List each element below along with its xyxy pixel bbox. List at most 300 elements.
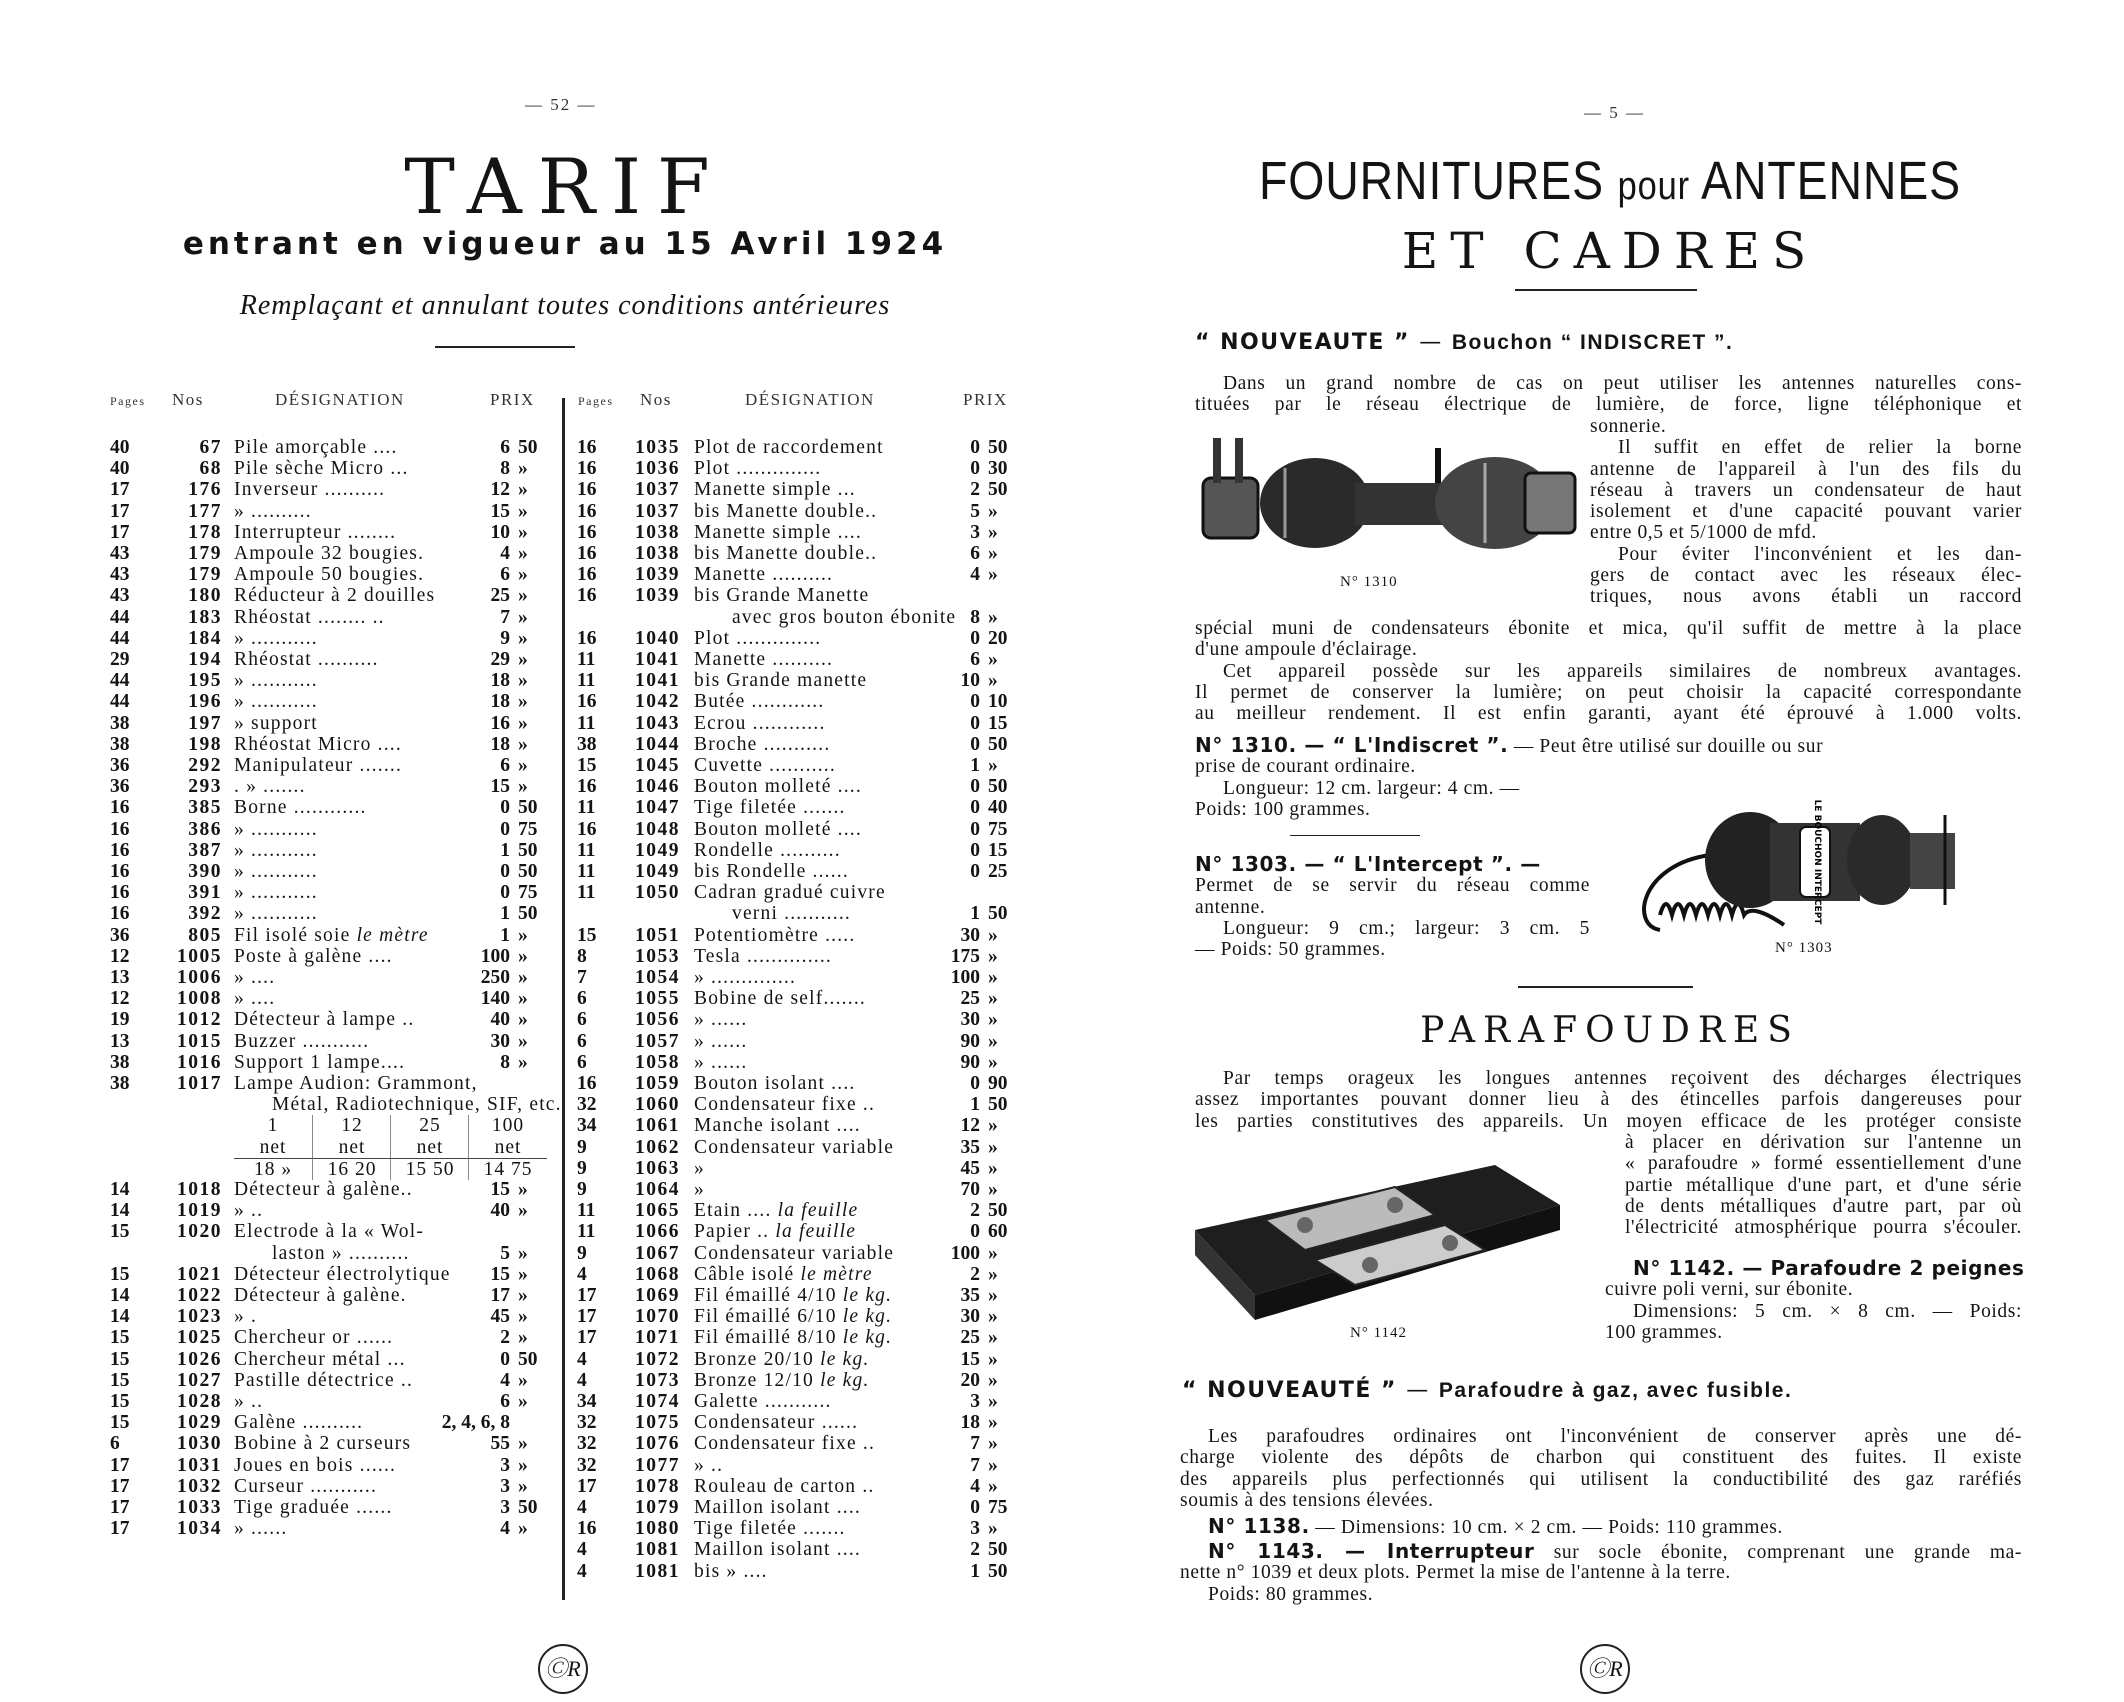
item-divider xyxy=(1290,835,1420,836)
item-number: 1058 xyxy=(635,1051,680,1073)
page-ref: 32 xyxy=(577,1454,597,1476)
designation: » .... xyxy=(234,988,276,1010)
item-1143-title: N° 1143. — Interrupteur xyxy=(1208,1539,1535,1563)
designation: » ........... xyxy=(234,818,318,840)
table-row xyxy=(0,713,1100,734)
item-number: 179 xyxy=(188,564,222,586)
item-number: 1038 xyxy=(635,521,680,543)
designation: Détecteur à galène.. xyxy=(234,1179,413,1200)
price-francs: 100 xyxy=(950,967,980,988)
section-divider xyxy=(1518,986,1693,988)
item-number: 1005 xyxy=(177,945,222,967)
price-francs: 0 xyxy=(970,839,980,861)
designation: » ........... xyxy=(234,903,318,925)
designation: » .. xyxy=(234,1200,264,1222)
table-row xyxy=(0,882,1100,903)
page-ref: 43 xyxy=(110,543,130,564)
price-francs: 30 xyxy=(960,1009,980,1031)
page-ref: 17 xyxy=(110,521,130,543)
image-caption-1142: N° 1142 xyxy=(1350,1325,1408,1341)
page-ref: 6 xyxy=(577,1030,587,1052)
price-centimes: » xyxy=(988,924,998,946)
item-number: 1051 xyxy=(635,924,680,946)
header-prix-right: PRIX xyxy=(963,390,1008,409)
designation: Manette simple ... xyxy=(694,479,856,501)
page-ref: 14 xyxy=(110,1200,130,1222)
price-francs: 16 xyxy=(490,712,510,734)
item-number: 1018 xyxy=(177,1179,222,1200)
text-line: partie métallique d'une part, et d'une série xyxy=(1625,1174,2022,1196)
lamp-price-cell-unit: net xyxy=(468,1137,547,1158)
page-ref: 15 xyxy=(577,924,597,946)
header-prix-left: PRIX xyxy=(490,390,535,409)
page-ref: 15 xyxy=(110,1327,130,1349)
page-ref: 16 xyxy=(110,861,130,882)
price-francs: 0 xyxy=(970,776,980,798)
page-number-right: — 5 — xyxy=(1584,103,1645,122)
text-line: Les parafoudres ordinaires ont l'inconvénient de conserver après une dé- xyxy=(1208,1426,2022,1447)
designation: Rhéostat ........ .. xyxy=(234,606,385,628)
item-number: 1037 xyxy=(635,479,680,501)
price-centimes: 40 xyxy=(988,797,1008,819)
item-1142 xyxy=(1605,1256,2025,1343)
price-centimes: 30 xyxy=(988,458,1008,480)
price-francs: 5 xyxy=(500,1242,510,1264)
item-number: 1081 xyxy=(635,1539,680,1561)
table-row xyxy=(0,1052,1100,1073)
designation: Tige filetée ....... xyxy=(694,797,846,819)
price-centimes: » xyxy=(518,1179,528,1200)
price-francs: 0 xyxy=(970,712,980,734)
item-number: 1066 xyxy=(635,1221,680,1243)
price-francs: 15 xyxy=(960,1348,980,1370)
price-centimes: » xyxy=(518,1518,528,1540)
lamp-price-cell-unit: net xyxy=(390,1137,469,1158)
item-number: 198 xyxy=(188,733,222,755)
designation: Bronze 20/10 le kg. xyxy=(694,1348,870,1370)
price-francs: 0 xyxy=(500,818,510,840)
designation: Manette .......... xyxy=(694,649,834,670)
paragraph-parafoudres xyxy=(1195,1068,2022,1132)
page-ref: 44 xyxy=(110,691,130,713)
page-ref: 17 xyxy=(577,1327,597,1349)
price-francs: 40 xyxy=(490,1200,510,1222)
designation: avec gros bouton ébonite xyxy=(732,606,957,628)
table-row xyxy=(0,903,1100,924)
designation: Détecteur électrolytique xyxy=(234,1263,451,1285)
text-line: tituées par le réseau électrique de lumière, de force, ligne téléphonique et xyxy=(1195,394,2022,416)
page-ref: 16 xyxy=(110,818,130,840)
item-1138 xyxy=(1180,1516,2022,1537)
nouveaute-heading-1 xyxy=(1195,330,1733,355)
table-row xyxy=(0,946,1100,967)
text-line: Il suffit en effet de relier la borne xyxy=(1618,437,2022,459)
price-francs: 2, 4, 6, 8 xyxy=(441,1412,510,1434)
designation: Tige graduée ...... xyxy=(234,1497,393,1518)
table-row xyxy=(0,1476,1100,1497)
text-line: Il permet de conserver la lumière; on peut choisir la capacité correspondante xyxy=(1195,681,2022,703)
designation: Rhéostat .......... xyxy=(234,649,379,670)
table-row xyxy=(0,522,1100,543)
item-number: 197 xyxy=(188,712,222,734)
item-number: 1069 xyxy=(635,1285,680,1306)
price-francs: 0 xyxy=(970,458,980,480)
page-ref: 11 xyxy=(577,797,596,819)
item-number: 195 xyxy=(188,670,222,692)
item-number: 387 xyxy=(188,839,222,861)
item-1138-text: — Dimensions: 10 cm. × 2 cm. — Poids: 110 grammes. xyxy=(1315,1517,1783,1538)
table-row xyxy=(0,1433,1100,1454)
price-francs: 0 xyxy=(500,1348,510,1370)
item-number: 1076 xyxy=(635,1433,680,1455)
designation: Bronze 12/10 le kg. xyxy=(694,1369,870,1391)
lamp-price-cell-price: 18 » xyxy=(234,1158,312,1180)
designation: Maillon isolant .... xyxy=(694,1539,861,1561)
page-ref: 36 xyxy=(110,755,130,776)
page-ref: 32 xyxy=(577,1094,597,1116)
price-francs: 175 xyxy=(950,945,980,967)
item-number: 292 xyxy=(188,755,222,776)
unit-note: le kg. xyxy=(842,1285,893,1306)
item-1303-title: N° 1303. — “ L'Intercept ”. — xyxy=(1195,852,1541,876)
table-row xyxy=(0,1158,1100,1179)
price-centimes: » xyxy=(518,1200,528,1222)
lamp-price-cell-unit: net xyxy=(259,1136,287,1158)
item-number: 1049 xyxy=(635,861,680,882)
item-1310-specs xyxy=(1195,778,1590,821)
text-line: à placer en dérivation sur l'antenne un xyxy=(1625,1132,2022,1153)
unit-note: le kg. xyxy=(842,1327,893,1349)
price-francs: 2 xyxy=(970,1200,980,1222)
item-number: 1054 xyxy=(635,967,680,988)
item-number: 1008 xyxy=(177,988,222,1010)
table-row xyxy=(0,1349,1100,1370)
designation: Rouleau de carton .. xyxy=(694,1475,875,1497)
price-centimes: » xyxy=(988,1030,998,1052)
item-1142-title-line xyxy=(1605,1256,2025,1280)
item-number: 1021 xyxy=(177,1263,222,1285)
price-francs: 25 xyxy=(960,988,980,1010)
price-centimes: » xyxy=(988,1391,998,1412)
lamp-price-cell-qty: 12 xyxy=(312,1115,391,1136)
lamp-price-cell-price: 16 20 xyxy=(312,1158,391,1180)
item-number: 1027 xyxy=(177,1369,222,1391)
designation: . » ....... xyxy=(234,776,306,798)
designation: Tige filetée ....... xyxy=(694,1518,846,1540)
designation: Bouton molleté .... xyxy=(694,818,862,840)
item-number: 1029 xyxy=(177,1412,222,1434)
price-francs: 3 xyxy=(500,1475,510,1497)
price-centimes: » xyxy=(518,649,528,670)
item-number: 1068 xyxy=(635,1263,680,1285)
item-number: 1039 xyxy=(635,564,680,586)
page-ref: 11 xyxy=(577,712,596,734)
page-ref: 15 xyxy=(110,1348,130,1370)
bouchon-intercept-image xyxy=(1620,799,2020,945)
price-centimes: » xyxy=(988,1242,998,1264)
price-francs: 0 xyxy=(970,1497,980,1518)
title-divider xyxy=(435,346,575,348)
table-row xyxy=(0,840,1100,861)
price-francs: 30 xyxy=(960,924,980,946)
price-centimes: 15 xyxy=(988,839,1008,861)
price-francs: 30 xyxy=(490,1030,510,1052)
designation: » .............. xyxy=(694,967,797,988)
item-number: 1028 xyxy=(177,1391,222,1412)
price-francs: 0 xyxy=(970,691,980,713)
price-centimes: » xyxy=(988,1157,998,1179)
item-number: 1031 xyxy=(177,1454,222,1476)
designation: Détecteur à lampe .. xyxy=(234,1009,415,1031)
price-centimes: 50 xyxy=(988,903,1008,925)
page-ref: 16 xyxy=(577,564,597,586)
table-row xyxy=(0,1306,1100,1327)
table-row xyxy=(0,861,1100,882)
page-ref: 6 xyxy=(110,1433,120,1455)
table-row xyxy=(0,1243,1100,1264)
table-row xyxy=(0,755,1100,776)
designation: » .. xyxy=(694,1454,724,1476)
page-ref: 6 xyxy=(577,988,587,1010)
page-ref: 16 xyxy=(110,882,130,904)
header-designation-right: DÉSIGNATION xyxy=(745,390,875,409)
designation: » .......... xyxy=(234,500,312,522)
item-number: 1045 xyxy=(635,755,680,776)
item-1310-text: — Peut être utilisé sur douille ou sur xyxy=(1513,736,1824,757)
page-ref: 14 xyxy=(110,1179,130,1200)
title-part: pour xyxy=(1617,164,1690,208)
designation: bis Grande manette xyxy=(694,670,868,692)
page-ref: 4 xyxy=(577,1263,587,1285)
page-ref: 6 xyxy=(577,1051,587,1073)
price-centimes: 20 xyxy=(988,627,1008,649)
price-centimes: » xyxy=(988,1115,998,1137)
text-line: réseau à travers un condensateur de haut xyxy=(1590,479,2022,501)
price-centimes: » xyxy=(988,564,998,586)
table-row xyxy=(0,1009,1100,1030)
table-row xyxy=(0,607,1100,628)
item-number: 180 xyxy=(188,585,222,607)
price-centimes: » xyxy=(988,1136,998,1158)
table-row xyxy=(0,734,1100,755)
page-ref: 36 xyxy=(110,776,130,798)
designation: » xyxy=(694,1157,705,1179)
lamp-price-cell-qty: 100 xyxy=(468,1115,547,1136)
price-francs: 12 xyxy=(490,479,510,501)
page-ref: 13 xyxy=(110,967,130,988)
price-francs: 20 xyxy=(960,1369,980,1391)
item-number: 1060 xyxy=(635,1094,680,1116)
price-centimes: » xyxy=(518,585,528,607)
page-ref: 17 xyxy=(110,479,130,501)
image-caption-1303: N° 1303 xyxy=(1775,940,1833,956)
item-number: 1023 xyxy=(177,1306,222,1328)
price-francs: 17 xyxy=(490,1285,510,1306)
designation: Condensateur fixe .. xyxy=(694,1094,876,1116)
price-francs: 4 xyxy=(500,1369,510,1391)
page-ref: 8 xyxy=(577,945,587,967)
price-centimes: » xyxy=(518,755,528,776)
item-number: 1067 xyxy=(635,1242,680,1264)
page-ref: 11 xyxy=(577,861,596,882)
designation: Métal, Radiotechnique, SIF, etc. xyxy=(272,1094,562,1116)
page-ref: 40 xyxy=(110,437,130,458)
page-ref: 12 xyxy=(110,988,130,1010)
text-line: Longueur: 9 cm.; largeur: 3 cm. 5 xyxy=(1223,917,1590,939)
text-line: Dans un grand nombre de cas on peut utiliser les antennes naturelles cons- xyxy=(1223,373,2022,394)
item-number: 1039 xyxy=(635,585,680,607)
tarif-title: TARIF xyxy=(404,142,726,231)
table-row xyxy=(0,564,1100,585)
price-francs: 1 xyxy=(500,839,510,861)
lamp-price-cell-qty: 25 xyxy=(390,1115,469,1136)
designation: Condensateur ...... xyxy=(694,1412,859,1434)
price-francs: 6 xyxy=(500,564,510,586)
item-number: 1017 xyxy=(177,1073,222,1094)
designation: » .... xyxy=(234,967,276,988)
page-ref: 16 xyxy=(577,500,597,522)
item-number: 386 xyxy=(188,818,222,840)
page-ref: 17 xyxy=(110,1454,130,1476)
item-1310-title: N° 1310. — “ L'Indiscret ”. xyxy=(1195,733,1509,757)
designation: Chercheur or ...... xyxy=(234,1327,394,1349)
price-centimes: » xyxy=(988,945,998,967)
item-number: 1065 xyxy=(635,1200,680,1222)
item-number: 1074 xyxy=(635,1391,680,1412)
designation: Manipulateur ....... xyxy=(234,755,403,776)
price-francs: 12 xyxy=(960,1115,980,1137)
price-centimes: » xyxy=(518,1327,528,1349)
price-centimes: » xyxy=(518,1009,528,1031)
price-francs: 0 xyxy=(970,733,980,755)
item-number: 1040 xyxy=(635,627,680,649)
price-francs: 8 xyxy=(500,458,510,480)
text-line: assez importantes pouvant donner lieu à des étincelles parfois dangereuses pour xyxy=(1195,1089,2022,1111)
item-number: 1016 xyxy=(177,1051,222,1073)
price-francs: 250 xyxy=(480,967,510,988)
item-number: 1030 xyxy=(177,1433,222,1455)
dash: — xyxy=(1406,1378,1430,1403)
price-francs: 8 xyxy=(970,606,980,628)
price-francs: 0 xyxy=(970,627,980,649)
price-centimes: » xyxy=(988,1433,998,1455)
bouchon-indiscret-image xyxy=(1195,428,1585,578)
price-centimes: » xyxy=(988,543,998,564)
price-francs: 4 xyxy=(970,1475,980,1497)
item-number: 194 xyxy=(188,649,222,670)
price-centimes: » xyxy=(518,543,528,564)
price-francs: 45 xyxy=(490,1306,510,1328)
designation: Condensateur variable xyxy=(694,1136,895,1158)
price-centimes: » xyxy=(518,606,528,628)
page-ref: 17 xyxy=(110,500,130,522)
price-centimes: 50 xyxy=(988,1200,1008,1222)
price-francs: 0 xyxy=(500,882,510,904)
price-francs: 1 xyxy=(500,924,510,946)
price-francs: 4 xyxy=(500,1518,510,1540)
page-ref: 11 xyxy=(577,882,596,904)
price-centimes: » xyxy=(988,988,998,1010)
item-1310-line2: prise de courant ordinaire. xyxy=(1195,756,1416,778)
item-1138-title: N° 1138. xyxy=(1208,1514,1310,1538)
page-ref: 4 xyxy=(577,1369,587,1391)
designation: Fil isolé soie le mètre xyxy=(234,924,429,946)
table-row xyxy=(0,1370,1100,1391)
price-francs: 1 xyxy=(970,1560,980,1582)
item-number: 1012 xyxy=(177,1009,222,1031)
price-francs: 4 xyxy=(970,564,980,586)
text-line: des appareils plus perfectionnés qui utilisent la conductibilité des gaz raréfiés xyxy=(1180,1468,2022,1490)
table-row xyxy=(0,1137,1100,1158)
price-francs: 18 xyxy=(490,733,510,755)
price-francs: 3 xyxy=(970,521,980,543)
price-centimes: 50 xyxy=(988,437,1008,458)
price-francs: 7 xyxy=(500,606,510,628)
price-francs: 6 xyxy=(500,1391,510,1412)
page-ref: 43 xyxy=(110,585,130,607)
item-number: 1057 xyxy=(635,1030,680,1052)
page-ref: 32 xyxy=(577,1412,597,1434)
designation: Broche ........... xyxy=(694,733,831,755)
price-centimes: 50 xyxy=(988,733,1008,755)
price-centimes: » xyxy=(988,1263,998,1285)
price-francs: 90 xyxy=(960,1051,980,1073)
page-ref: 9 xyxy=(577,1179,587,1200)
price-francs: 0 xyxy=(500,797,510,819)
item-1310-line xyxy=(1195,735,2022,756)
text-line: Permet de se servir du réseau comme xyxy=(1195,875,1590,897)
item-number: 1015 xyxy=(177,1030,222,1052)
item-number: 1038 xyxy=(635,543,680,564)
price-francs: 18 xyxy=(960,1412,980,1434)
text-line: cuivre poli verni, sur ébonite. xyxy=(1605,1279,1854,1301)
designation: Inverseur .......... xyxy=(234,479,386,501)
heading-rest: Bouchon “ INDISCRET ”. xyxy=(1451,331,1734,354)
designation: Plot .............. xyxy=(694,627,822,649)
item-1143-line xyxy=(1180,1541,2022,1562)
item-1303 xyxy=(1195,854,1590,960)
item-number: 1077 xyxy=(635,1454,680,1476)
item-number: 1064 xyxy=(635,1179,680,1200)
text-line: l'électricité atmosphérique pourra s'écouler. xyxy=(1625,1217,2022,1239)
page-ref: 16 xyxy=(577,543,597,564)
page-ref: 14 xyxy=(110,1285,130,1306)
price-centimes: 75 xyxy=(988,1497,1008,1518)
designation: » ........... xyxy=(234,839,318,861)
item-number: 293 xyxy=(188,776,222,798)
price-francs: 1 xyxy=(970,755,980,776)
item-1142-title: N° 1142. — Parafoudre 2 peignes xyxy=(1633,1256,2025,1280)
unit-note: le kg. xyxy=(820,1348,870,1370)
page-ref: 11 xyxy=(577,649,596,670)
page-ref: 16 xyxy=(577,818,597,840)
item-number: 1049 xyxy=(635,839,680,861)
page-ref: 16 xyxy=(577,479,597,501)
item-number: 1078 xyxy=(635,1475,680,1497)
price-francs: 1 xyxy=(500,903,510,925)
price-centimes: » xyxy=(988,1518,998,1540)
table-row xyxy=(0,797,1100,818)
item-number: 1059 xyxy=(635,1073,680,1094)
page-ref: 4 xyxy=(577,1539,587,1561)
page-ref: 16 xyxy=(577,627,597,649)
text-line: gers de contact avec les réseaux élec- xyxy=(1590,565,2022,587)
page-ref: 15 xyxy=(110,1263,130,1285)
designation: Condensateur fixe .. xyxy=(694,1433,876,1455)
designation: bis Manette double.. xyxy=(694,500,878,522)
item-1310-weight: Poids: 100 grammes. xyxy=(1195,799,1371,821)
price-centimes: » xyxy=(988,1348,998,1370)
